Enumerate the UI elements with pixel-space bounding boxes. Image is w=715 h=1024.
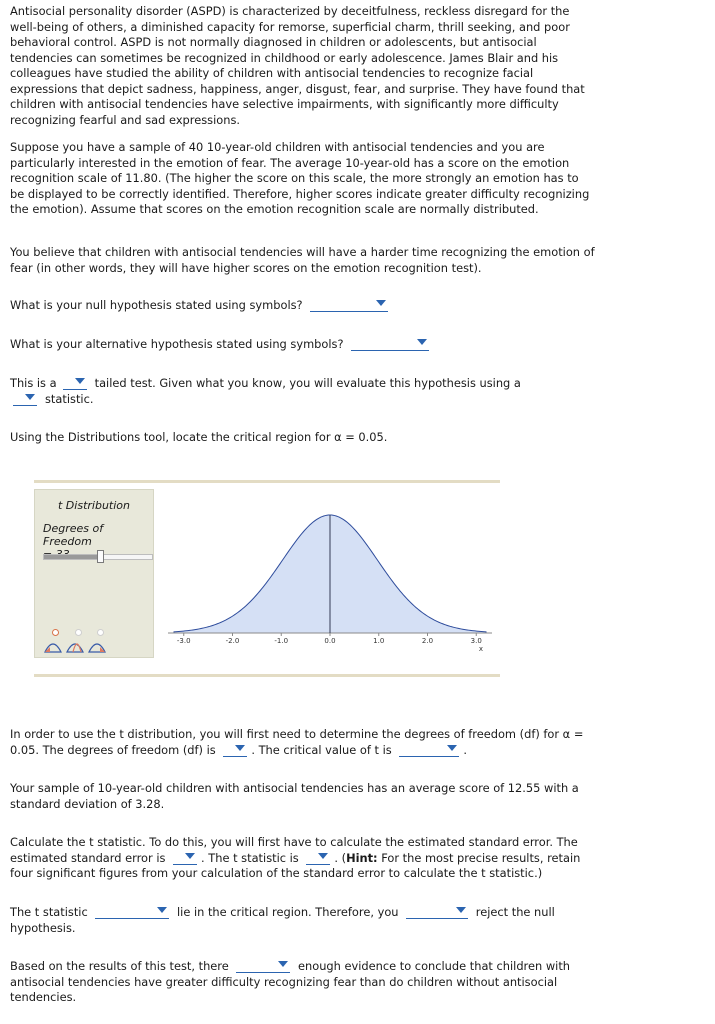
df-slider-fill [44, 555, 99, 559]
chevron-down-icon [235, 745, 245, 751]
x-axis-label: x [478, 645, 484, 653]
standard-error-dropdown[interactable] [173, 851, 197, 865]
chevron-down-icon [447, 745, 457, 751]
tail-selector-icons [43, 638, 119, 654]
x-tick-label: 2.0 [421, 637, 434, 645]
chevron-down-icon [318, 853, 328, 859]
final-question: Based on the results of this test, there enough evidence to conclude that children with antisocial tendencies have greater difficulty recognizing fear than do children without antisocial tendencies. [10, 959, 571, 1004]
tail-question: This is a tailed test. Given what you know, you will evaluate this hypothesis using a statistic. [10, 376, 521, 406]
reject-decision-dropdown[interactable] [406, 905, 468, 919]
radio-one-tail-left[interactable] [52, 629, 59, 636]
chevron-down-icon [157, 907, 167, 913]
two-tail-shade-icon [73, 644, 81, 652]
chevron-down-icon [456, 907, 466, 913]
chevron-down-icon [185, 853, 195, 859]
alt-hypothesis-dropdown[interactable] [351, 337, 429, 351]
chevron-down-icon [278, 961, 288, 967]
df-label: Degrees of Freedom [43, 522, 153, 561]
statistic-type-dropdown[interactable] [13, 392, 37, 406]
x-tick-label: -1.0 [274, 637, 289, 645]
critical-region-dropdown[interactable] [95, 905, 169, 919]
tool-top-rule [34, 480, 500, 483]
intro-paragraph-1: Antisocial personality disorder (ASPD) is characterized by deceitfulness, reckless disregard for the well-being of others, a diminished capacity for remorse, superficial charm, thrill seeking, and poor behavioral control. ASPD is not normally diagnosed in children or adolescents, but antisocial tendencies can sometimes be recognized in childhood or early adolescence. James Blair and his colleagues have studied the ability of children with antisocial tendencies to recognize facial expressions that depict sadness, happiness, anger, disgust, fear, and surprise. They have found that children with antisocial tendencies have selective impairments, with significantly more difficulty recognizing fearful and sad expressions. [10, 4, 585, 127]
calc-question: Calculate the t statistic. To do this, you will first have to calculate the estimated standard error. The estimated standard error is . The t statistic is . (Hint: For the most precise results, retain four significant figures from your calculation of the standard error to calculate the t statistic.) [10, 835, 581, 880]
distribution-instruction: Using the Distributions tool, locate the critical region for α = 0.05. [10, 430, 388, 444]
tool-title: t Distribution [58, 499, 130, 512]
x-tick-label: -2.0 [225, 637, 240, 645]
chevron-down-icon [376, 300, 386, 306]
chevron-down-icon [75, 378, 85, 384]
intro-paragraph-3: You believe that children with antisocial tendencies will have a harder time recognizing the emotion of fear (in other words, they will have higher scores on the emotion recognition test). [10, 245, 595, 275]
distributions-tool [34, 480, 500, 678]
df-dropdown[interactable] [223, 743, 247, 757]
chevron-down-icon [417, 339, 427, 345]
null-hypothesis-dropdown[interactable] [310, 298, 388, 312]
sample-description: Your sample of 10-year-old children with antisocial tendencies has an average score of 12.55 with a standard deviation of 3.28. [10, 781, 579, 811]
critical-value-dropdown[interactable] [399, 743, 459, 757]
radio-one-tail-right[interactable] [97, 629, 104, 636]
radio-two-tail[interactable] [75, 629, 82, 636]
x-tick-label: 0.0 [324, 637, 336, 645]
df-question: In order to use the t distribution, you will first need to determine the degrees of freedom (df) for α = 0.05. The degrees of freedom (df) is . The critical value of t is . [10, 727, 584, 757]
x-tick-label: -3.0 [176, 637, 191, 645]
evidence-dropdown[interactable] [236, 959, 290, 973]
df-slider-handle[interactable] [97, 550, 104, 563]
x-tick-label: 3.0 [470, 637, 482, 645]
x-tick-label: 1.0 [373, 637, 385, 645]
t-distribution-plot[interactable] [160, 489, 496, 661]
null-hypothesis-question: What is your null hypothesis stated using symbols? [10, 298, 392, 314]
tool-control-panel [34, 489, 154, 658]
alt-hypothesis-question: What is your alternative hypothesis stated using symbols? [10, 337, 433, 353]
intro-paragraph-2: Suppose you have a sample of 40 10-year-old children with antisocial tendencies and you are particularly interested in the emotion of fear. The average 10-year-old has a score on the emotion recognition scale of 11.80. (The higher the score on this scale, the more strongly an emotion has to be displayed to be correctly identified. Therefore, higher scores indicate greater difficulty recognizing the emotion). Assume that scores on the emotion recognition scale are normally distributed. [10, 140, 590, 216]
tail-type-dropdown[interactable] [63, 376, 87, 390]
tool-bottom-rule [34, 674, 500, 677]
chevron-down-icon [25, 394, 35, 400]
conclusion-question: The t statistic lie in the critical region. Therefore, you reject the null hypothesis. [10, 905, 555, 935]
t-statistic-dropdown[interactable] [306, 851, 330, 865]
